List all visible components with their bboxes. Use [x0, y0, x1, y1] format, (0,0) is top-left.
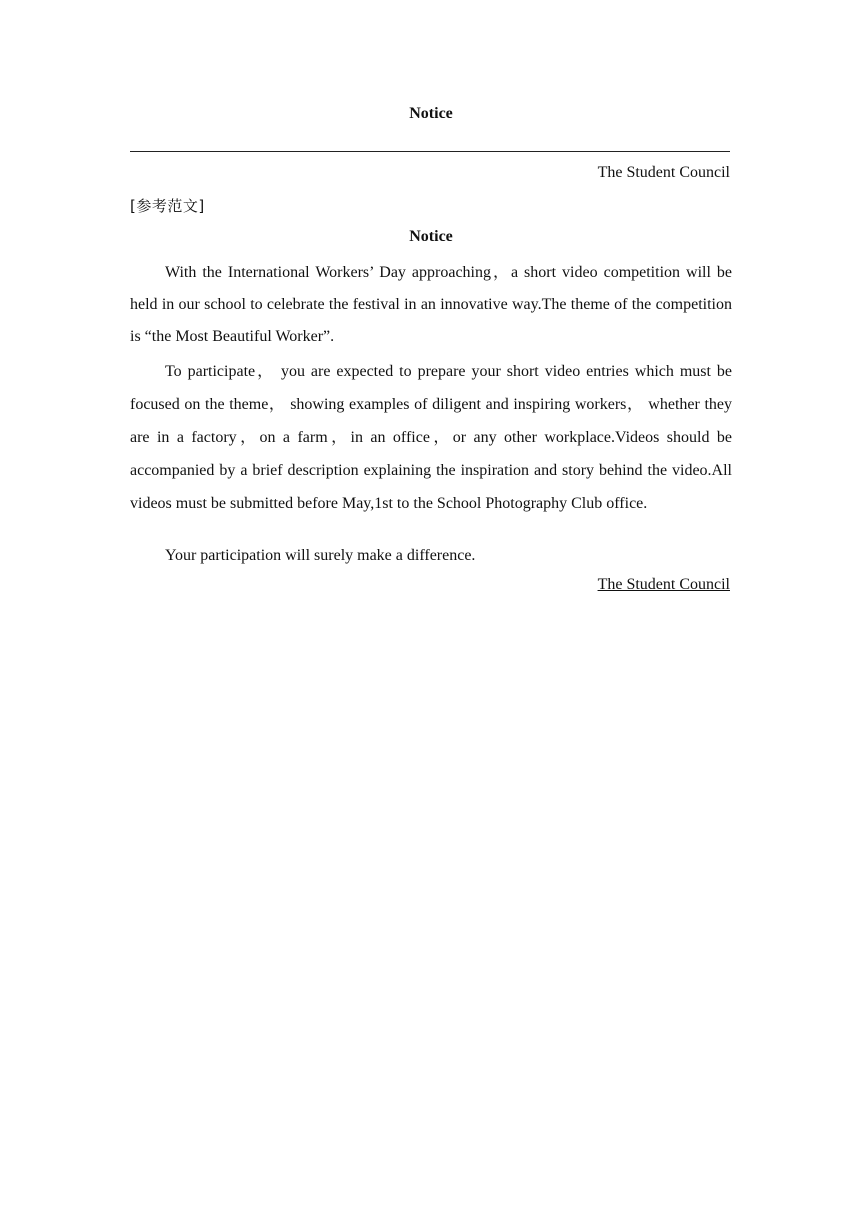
paragraph-2: To participate， you are expected to prepare your short video entries which must be focused on the theme， showing examples of diligent and inspiring workers， whether they are in a factory，on a farm，in an office，or any other workplace.Videos should be accompanied by a brief description explaining the inspiration and story behind the video.All videos must be submitted before May,1st to the School Photography Club office. — [130, 363, 732, 512]
paragraph-1: With the International Workers’ Day approaching，a short video competition will be held in our school to celebrate the festival in an innovative way.The theme of the competition is “the Most Beautiful Worker”. — [130, 264, 732, 345]
sample-title: Notice — [409, 228, 453, 245]
signature-top: The Student Council — [597, 164, 730, 181]
writing-line — [130, 151, 730, 152]
reference-label: [参考范文] — [130, 197, 205, 215]
signature-sample: The Student Council — [597, 576, 730, 593]
notice-title: Notice — [409, 105, 453, 122]
paragraph-3: Your participation will surely make a difference. — [165, 547, 476, 564]
